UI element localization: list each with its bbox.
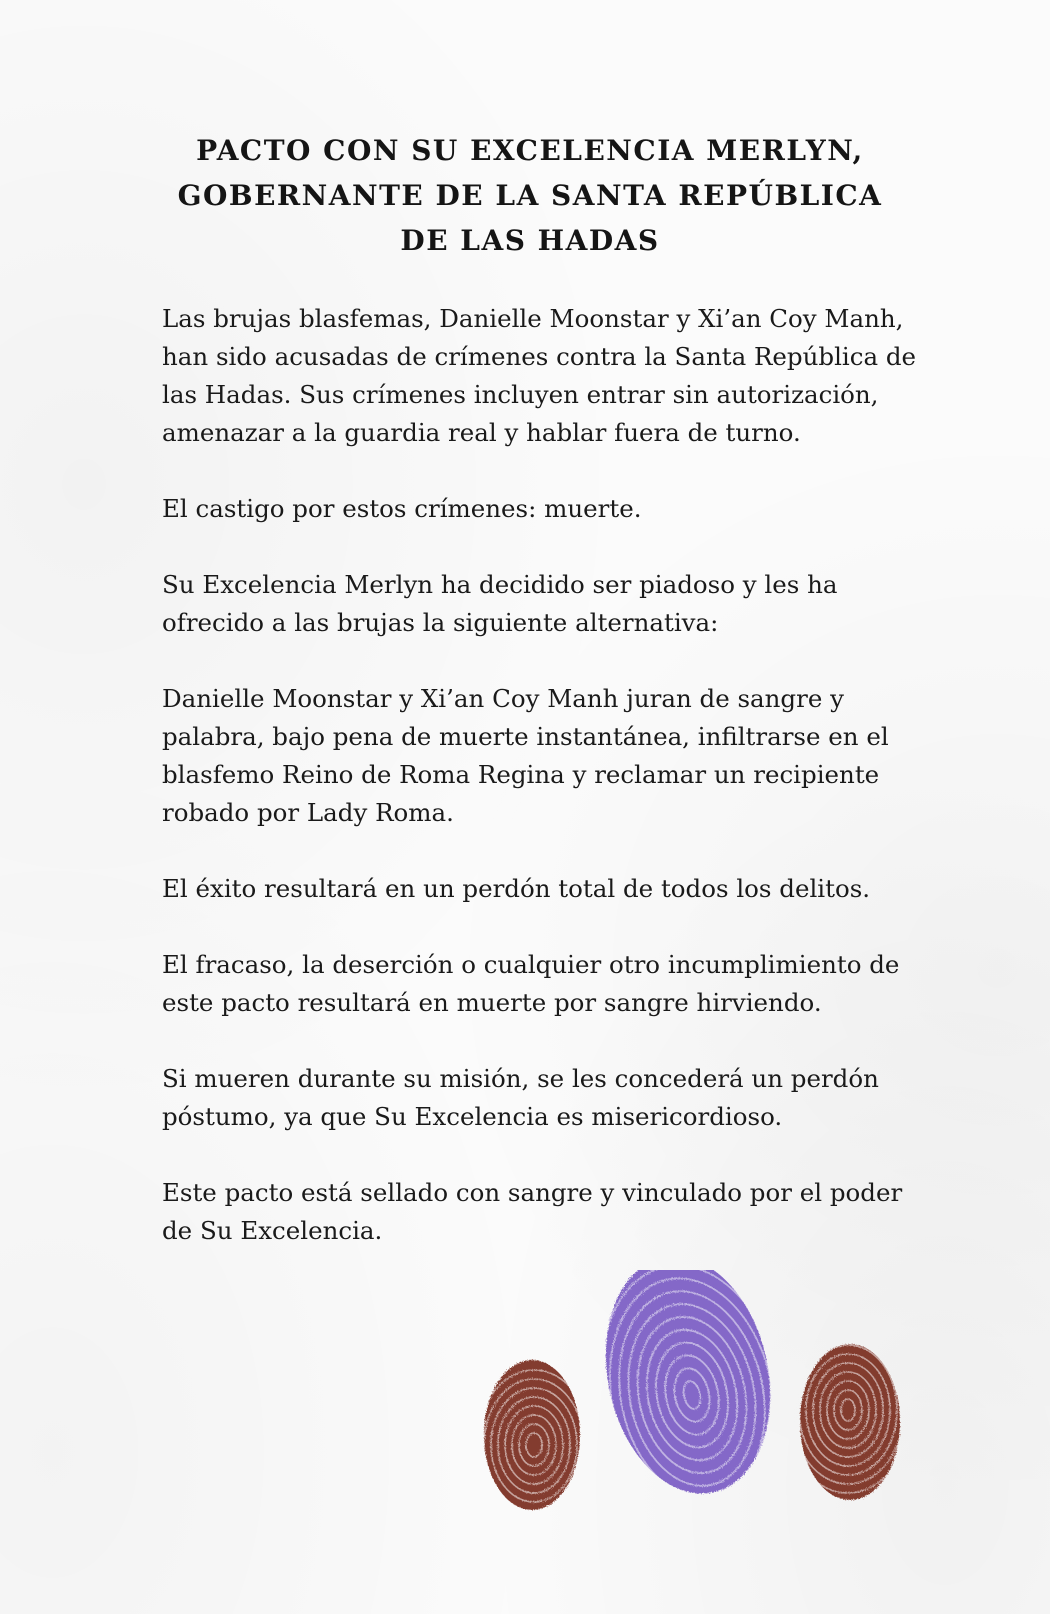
paragraph-failure: El fracaso, la deserción o cualquier otro incumplimiento de este pacto resultará en muerte por sangre hirviendo.	[162, 950, 900, 1017]
fingerprints-svg	[480, 1270, 920, 1570]
paragraph-mercy: Su Excelencia Merlyn ha decidido ser piadoso y les ha ofrecido a las brujas la siguiente alternativa:	[162, 570, 838, 637]
center-fingerprint-icon	[578, 1270, 807, 1542]
right-fingerprint-icon	[785, 1327, 911, 1500]
paragraph-accusation: Las brujas blasfemas, Danielle Moonstar y Xi’an Coy Manh, han sido acusadas de crímenes contra la Santa República de las Hadas. Sus crímenes incluyen entrar sin autorización, amenazar a la guardia real y hablar fuera de turno.	[162, 304, 917, 447]
left-fingerprint-icon	[480, 1360, 591, 1520]
paragraph-success: El éxito resultará en un perdón total de todos los delitos.	[162, 874, 871, 903]
paragraph-seal: Este pacto está sellado con sangre y vinculado por el poder de Su Excelencia.	[162, 1178, 903, 1245]
pact-title	[120, 128, 940, 263]
paragraph-posthumous: Si mueren durante su misión, se les concederá un perdón póstumo, ya que Su Excelencia es misericordioso.	[162, 1064, 879, 1131]
paragraph-punishment: El castigo por estos crímenes: muerte.	[162, 494, 642, 523]
fingerprint-seals	[480, 1270, 920, 1570]
paragraph-oath: Danielle Moonstar y Xi’an Coy Manh juran de sangre y palabra, bajo pena de muerte instantánea, infiltrarse en el blasfemo Reino de Roma Regina y reclamar un recipiente robado por Lady Roma.	[162, 684, 889, 827]
title-line-2: GOBERNANTE DE LA SANTA REPÚBLICA	[177, 179, 883, 212]
title-line-3: DE LAS HADAS	[400, 224, 660, 257]
pact-body	[162, 300, 922, 1288]
title-line-1: PACTO CON SU EXCELENCIA MERLYN,	[196, 134, 864, 167]
